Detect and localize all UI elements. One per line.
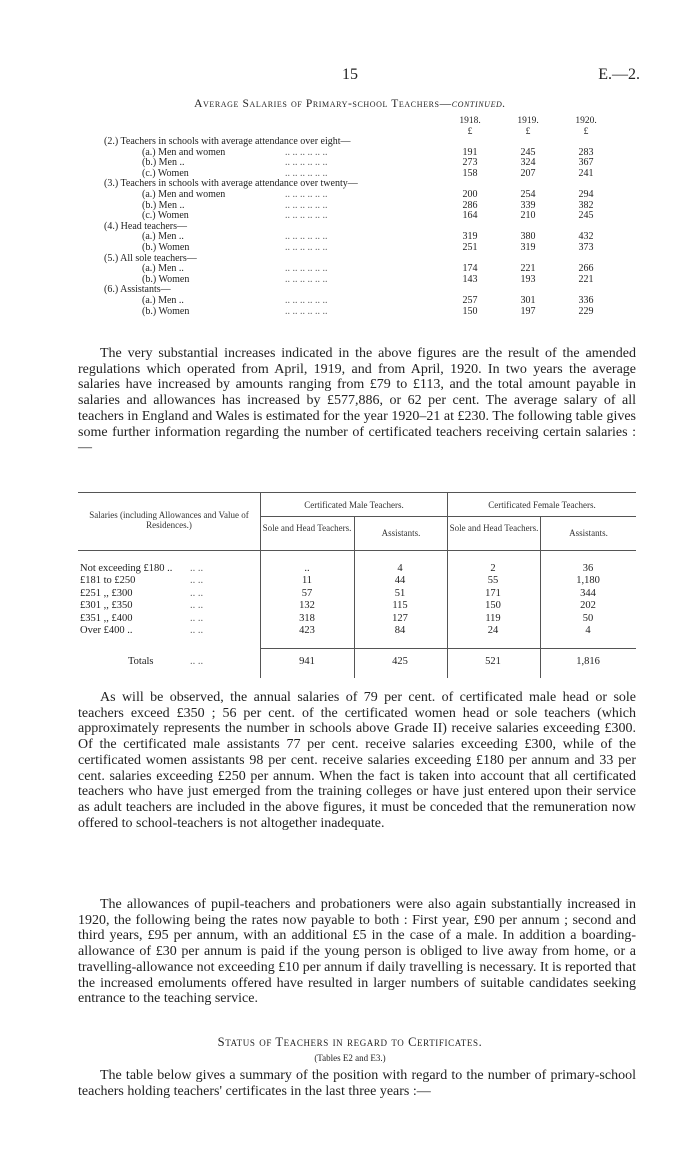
salary-value: 339 bbox=[520, 199, 536, 211]
salary-value: 324 bbox=[520, 157, 536, 169]
currency-1919: £ bbox=[525, 127, 531, 137]
salary-value: 319 bbox=[462, 231, 478, 243]
cert-row-value: 24 bbox=[487, 625, 499, 636]
salaries-list bbox=[100, 137, 620, 317]
salary-value: 245 bbox=[520, 146, 536, 158]
paragraph-allowances bbox=[78, 897, 636, 1007]
cert-row-dots: .. .. bbox=[190, 600, 204, 612]
cert-row-value: 84 bbox=[394, 625, 406, 636]
cert-row-value: 1,180 bbox=[576, 575, 600, 587]
salary-row-leader-dots: .. .. .. .. .. .. bbox=[285, 188, 328, 200]
paragraph-status bbox=[78, 1068, 636, 1099]
totals-dots: .. .. bbox=[190, 656, 204, 667]
salary-group-heading: (2.) Teachers in schools with average attendance over eight— bbox=[104, 136, 351, 147]
cert-row-value: 202 bbox=[580, 600, 596, 612]
salaries-table-title bbox=[0, 98, 700, 110]
salary-row-leader-dots: .. .. .. .. .. .. bbox=[285, 167, 328, 179]
cert-row-value: 57 bbox=[301, 587, 313, 599]
total-male-assistants: 425 bbox=[392, 656, 408, 667]
cert-row-value: 4 bbox=[397, 563, 403, 574]
salary-row-leader-dots: .. .. .. .. .. .. bbox=[285, 210, 328, 222]
salary-value: 210 bbox=[520, 210, 536, 222]
salary-value: 191 bbox=[462, 146, 478, 158]
salary-value: 257 bbox=[462, 294, 478, 306]
year-1918: 1918. bbox=[459, 116, 481, 126]
salary-value: 251 bbox=[462, 241, 478, 253]
salary-row-leader-dots: .. .. .. .. .. .. bbox=[285, 199, 328, 211]
currency-1920: £ bbox=[583, 127, 589, 137]
salary-value: 193 bbox=[520, 273, 536, 285]
page-number: 15 bbox=[342, 66, 358, 83]
cert-row-value: 318 bbox=[299, 612, 315, 624]
cert-row-value: 344 bbox=[580, 587, 596, 599]
salary-value: 200 bbox=[462, 188, 478, 200]
salary-row-label: (b.) Women bbox=[142, 241, 190, 253]
year-1920: 1920. bbox=[575, 116, 597, 126]
cert-row-value: 36 bbox=[582, 563, 594, 574]
cert-row-value: 127 bbox=[392, 612, 408, 624]
salary-row-leader-dots: .. .. .. .. .. .. bbox=[285, 146, 328, 158]
paragraph-increases bbox=[78, 346, 636, 456]
table-vline-2 bbox=[354, 516, 355, 678]
total-male-sole: 941 bbox=[299, 656, 315, 667]
salary-value: 241 bbox=[578, 167, 594, 179]
cert-row-label bbox=[80, 587, 204, 599]
salary-row-leader-dots: .. .. .. .. .. .. bbox=[285, 157, 328, 169]
page-code: E.—2. bbox=[598, 66, 640, 83]
cert-row-value: 132 bbox=[299, 600, 315, 612]
salary-row-label: (a.) Men .. bbox=[142, 263, 184, 275]
cert-row-value: 423 bbox=[299, 625, 315, 636]
currency-1918: £ bbox=[467, 127, 473, 137]
paragraph-2-text: As will be observed, the annual salaries of 79 per cent. of certificated male head or sole teachers exceed £350 ; 56 per cent. of the certificated women head or sole teachers (which approximately represents the number in schools above Grade II) receive salaries exceeding £300. Of the certificated male assistants 77 per cent. receive salaries exceeding £300, while of the certificated women assistants 98 per cent. receive salaries exceeding £180 per annum and 33 per cent. salaries exceeding £250 per annum. When the fact is taken into account that all certificated teachers who have just emerged from the training colleges or have just entered upon their service as adult teachers are included in the above figures, it must be conceded that the remuneration now offered to school-teachers is not altogether inadequate. bbox=[78, 690, 636, 831]
salary-value: 221 bbox=[520, 263, 536, 275]
salary-row-label: (c.) Women bbox=[142, 210, 189, 222]
salary-value: 197 bbox=[520, 305, 536, 317]
salary-value: 245 bbox=[578, 210, 594, 222]
salary-value: 286 bbox=[462, 199, 478, 211]
cert-row-value: 119 bbox=[485, 612, 501, 624]
cert-row-value: 50 bbox=[582, 612, 594, 624]
salaries-column-header: Salaries (including Allowances and Value of Residences.) bbox=[89, 510, 249, 530]
cert-row-value: 171 bbox=[485, 587, 501, 599]
paragraph-3-text: The allowances of pupil-teachers and probationers were also again substantially increased in 1920, the following being the rates now payable to both : First year, £90 per annum ; second and third years, £95 per annum, with an additional £5 in the case of a male. In addition a boarding-allowance of £30 per annum is paid if the young person is obliged to live away from home, or a travelling-allowance not exceeding £10 per annum if daily travelling is necessary. It is reported that the increased emoluments offered have resulted in larger numbers of suitable candidates seeking entrance to the teaching service. bbox=[78, 897, 636, 1007]
cert-row-value: 4 bbox=[585, 625, 591, 636]
salary-value: 319 bbox=[520, 241, 536, 253]
salary-row bbox=[100, 243, 620, 254]
salary-value: 221 bbox=[578, 273, 594, 285]
salary-row-leader-dots: .. .. .. .. .. .. bbox=[285, 241, 328, 253]
female-sole-header: Sole and Head Teachers. bbox=[449, 523, 539, 533]
cert-row-value: 11 bbox=[301, 575, 313, 587]
cert-row-label-text: £251 ,, £300 bbox=[80, 587, 133, 599]
cert-row-value: 44 bbox=[394, 575, 406, 587]
salary-row-label: (b.) Women bbox=[142, 273, 190, 285]
cert-row-dots: .. .. bbox=[190, 575, 204, 587]
table-group-rule bbox=[260, 516, 636, 517]
status-section-title: Status of Teachers in regard to Certificates. bbox=[217, 1035, 483, 1049]
cert-row-value: 2 bbox=[490, 563, 496, 574]
salary-group-heading: (5.) All sole teachers— bbox=[104, 252, 197, 264]
salary-row-leader-dots: .. .. .. .. .. .. bbox=[285, 294, 328, 306]
salary-value: 174 bbox=[462, 263, 478, 275]
salary-value: 150 bbox=[462, 305, 478, 317]
table-totals-rule bbox=[260, 648, 636, 649]
salary-group-heading: (4.) Head teachers— bbox=[104, 220, 188, 232]
cert-row-dots: .. .. bbox=[190, 625, 204, 636]
salary-value: 367 bbox=[578, 157, 594, 169]
cert-row-label bbox=[80, 625, 204, 636]
salary-row bbox=[100, 307, 620, 318]
salary-value: 229 bbox=[578, 305, 594, 317]
male-assistants-header: Assistants. bbox=[381, 528, 421, 538]
cert-row-label-text: £301 ,, £350 bbox=[80, 600, 133, 612]
salary-value: 373 bbox=[578, 241, 594, 253]
salary-value: 273 bbox=[462, 157, 478, 169]
salary-value: 164 bbox=[462, 210, 478, 222]
table-vline-4 bbox=[540, 516, 541, 678]
salary-group-heading: (3.) Teachers in schools with average attendance over twenty— bbox=[104, 178, 358, 190]
cert-row-value: 115 bbox=[392, 600, 408, 612]
salary-row-label: (b.) Women bbox=[142, 305, 190, 317]
salary-row-leader-dots: .. .. .. .. .. .. bbox=[285, 273, 328, 285]
table-top-rule bbox=[78, 492, 636, 493]
salary-row-label: (b.) Men .. bbox=[142, 199, 185, 211]
status-section-subtitle: (Tables E2 and E3.) bbox=[314, 1053, 386, 1063]
salary-value: 143 bbox=[462, 273, 478, 285]
salary-row-label: (a.) Men and women bbox=[142, 146, 226, 158]
salary-value: 266 bbox=[578, 263, 594, 275]
cert-row-value: 51 bbox=[394, 587, 406, 599]
male-sole-header: Sole and Head Teachers. bbox=[262, 523, 352, 533]
salary-value: 283 bbox=[578, 146, 594, 158]
cert-row-value: 150 bbox=[485, 600, 501, 612]
cert-row-value: .. bbox=[304, 563, 310, 574]
cert-row-label-text: Over £400 .. bbox=[80, 625, 133, 636]
salary-value: 294 bbox=[578, 188, 594, 200]
female-assistants-header: Assistants. bbox=[569, 528, 608, 538]
totals-label bbox=[128, 656, 204, 667]
salary-value: 158 bbox=[462, 167, 478, 179]
cert-row-label-text: £181 to £250 bbox=[80, 575, 136, 587]
table-vline-1 bbox=[260, 492, 261, 678]
salary-value: 382 bbox=[578, 199, 594, 211]
totals-label-text: Totals bbox=[128, 656, 154, 667]
female-group-header: Certificated Female Teachers. bbox=[488, 500, 596, 510]
salary-row-leader-dots: .. .. .. .. .. .. bbox=[285, 305, 328, 317]
salary-value: 301 bbox=[520, 294, 536, 306]
cert-row-value: 55 bbox=[487, 575, 499, 587]
male-group-header: Certificated Male Teachers. bbox=[304, 500, 404, 510]
cert-row-label-text: £351 ,, £400 bbox=[80, 612, 133, 624]
total-female-sole: 521 bbox=[485, 656, 501, 667]
salary-value: 336 bbox=[578, 294, 594, 306]
cert-row-label bbox=[80, 612, 204, 624]
salary-value: 254 bbox=[520, 188, 536, 200]
cert-row-dots: .. .. bbox=[190, 563, 204, 574]
salary-row-label: (a.) Men and women bbox=[142, 188, 226, 200]
salary-row bbox=[100, 275, 620, 286]
salary-group-heading: (6.) Assistants— bbox=[104, 284, 171, 296]
year-1919: 1919. bbox=[517, 116, 539, 126]
table-vline-3 bbox=[447, 492, 448, 678]
salaries-table-title-main: Average Salaries of Primary-school Teachers— bbox=[194, 98, 452, 110]
salary-row-label: (c.) Women bbox=[142, 167, 189, 179]
status-paragraph-text: The table below gives a summary of the position with regard to the number of primary-school teachers holding teachers' certificates in the last three years :— bbox=[78, 1068, 636, 1099]
paragraph-1-text: The very substantial increases indicated in the above figures are the result of the amended regulations which operated from April, 1919, and from April, 1920. In two years the average salaries have increased by amounts ranging from £79 to £113, and the total amount payable in salaries and allowances has increased by £577,886, or 62 per cent. The average salary of all teachers in England and Wales is estimated for the year 1920–21 at £230. The following table gives some further information regarding the number of certificated teachers receiving certain salaries :— bbox=[78, 346, 636, 456]
salary-row-label: (b.) Men .. bbox=[142, 157, 185, 169]
salary-row-label: (a.) Men .. bbox=[142, 231, 184, 243]
cert-row-label bbox=[80, 563, 204, 574]
total-female-assistants: 1,816 bbox=[576, 656, 600, 667]
paragraph-observations bbox=[78, 690, 636, 831]
salary-value: 380 bbox=[520, 231, 536, 243]
cert-row-label-text: Not exceeding £180 .. bbox=[80, 563, 173, 574]
cert-row-label bbox=[80, 600, 204, 612]
cert-row-dots: .. .. bbox=[190, 612, 204, 624]
salary-row-label: (a.) Men .. bbox=[142, 294, 184, 306]
cert-row-label bbox=[80, 575, 204, 587]
salary-value: 432 bbox=[578, 231, 594, 243]
salaries-table-title-suffix: continued. bbox=[451, 98, 506, 110]
table-header-rule bbox=[78, 550, 636, 551]
salary-value: 207 bbox=[520, 167, 536, 179]
cert-row-dots: .. .. bbox=[190, 587, 204, 599]
salary-row-leader-dots: .. .. .. .. .. .. bbox=[285, 263, 328, 275]
salary-row-leader-dots: .. .. .. .. .. .. bbox=[285, 231, 328, 243]
